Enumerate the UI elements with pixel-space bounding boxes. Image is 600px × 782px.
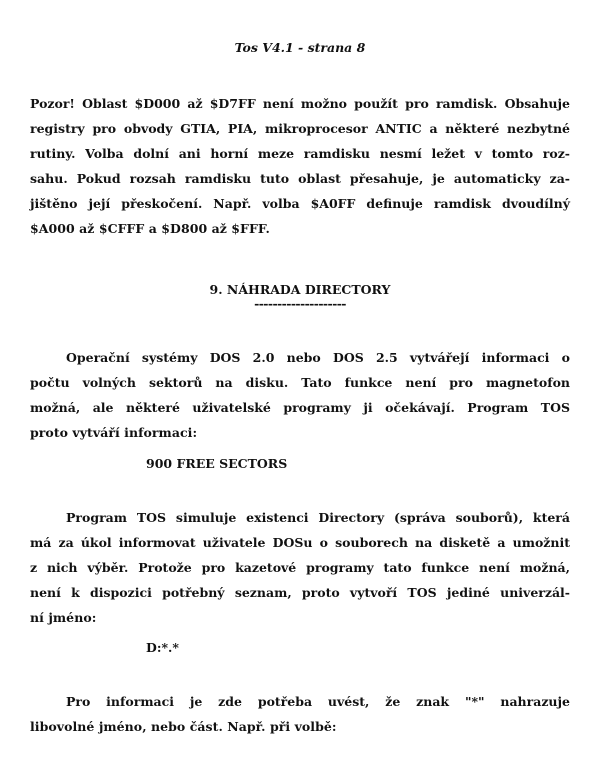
free-sectors-code: 900 FREE SECTORS bbox=[146, 456, 288, 471]
paragraph-3-line-4: není k dispozici potřebný seznam, proto vytvoří TOS jediné univerzál- bbox=[30, 585, 570, 600]
paragraph-1-line-4: sahu. Pokud rozsah ramdisku tuto oblast přesahuje, je automaticky za- bbox=[30, 171, 570, 186]
paragraph-3-line-1: Program TOS simuluje existenci Directory (správa souborů), která bbox=[66, 510, 570, 525]
section-title: 9. NÁHRADA DIRECTORY bbox=[209, 282, 391, 297]
page-header: Tos V4.1 - strana 8 bbox=[234, 40, 366, 55]
paragraph-2-line-3: možná, ale některé uživatelské programy ji očekávají. Program TOS bbox=[30, 400, 570, 415]
section-underline: -------------------- bbox=[254, 296, 346, 311]
paragraph-2-line-4: proto vytváří informaci: bbox=[30, 425, 198, 440]
paragraph-1-line-1: Pozor! Oblast $D000 až $D7FF není možno použít pro ramdisk. Obsahuje bbox=[30, 96, 570, 111]
paragraph-2-line-1: Operační systémy DOS 2.0 nebo DOS 2.5 vytvářejí informaci o bbox=[66, 350, 570, 365]
paragraph-1-line-5: jištěno její přeskočení. Např. volba $A0FF definuje ramdisk dvoudílný bbox=[30, 196, 570, 211]
paragraph-1-line-6: $A000 až $CFFF a $D800 až $FFF. bbox=[30, 221, 270, 236]
paragraph-3-line-5: ní jméno: bbox=[30, 610, 97, 625]
paragraph-1-line-3: rutiny. Volba dolní ani horní meze ramdisku nesmí ležet v tomto roz- bbox=[30, 146, 570, 161]
paragraph-3-line-3: z nich výběr. Protože pro kazetové programy tato funkce není možná, bbox=[30, 560, 570, 575]
paragraph-4-line-1: Pro informaci je zde potřeba uvést, že znak "*" nahrazuje bbox=[66, 694, 570, 709]
paragraph-4-line-2: libovolné jméno, nebo část. Např. při volbě: bbox=[30, 719, 337, 734]
wildcard-name-code: D:*.* bbox=[146, 640, 179, 655]
paragraph-3-line-2: má za úkol informovat uživatele DOSu o souborech na disketě a umožnit bbox=[30, 535, 570, 550]
paragraph-1-line-2: registry pro obvody GTIA, PIA, mikroprocesor ANTIC a některé nezbytné bbox=[30, 121, 570, 136]
paragraph-2-line-2: počtu volných sektorů na disku. Tato funkce není pro magnetofon bbox=[30, 375, 570, 390]
